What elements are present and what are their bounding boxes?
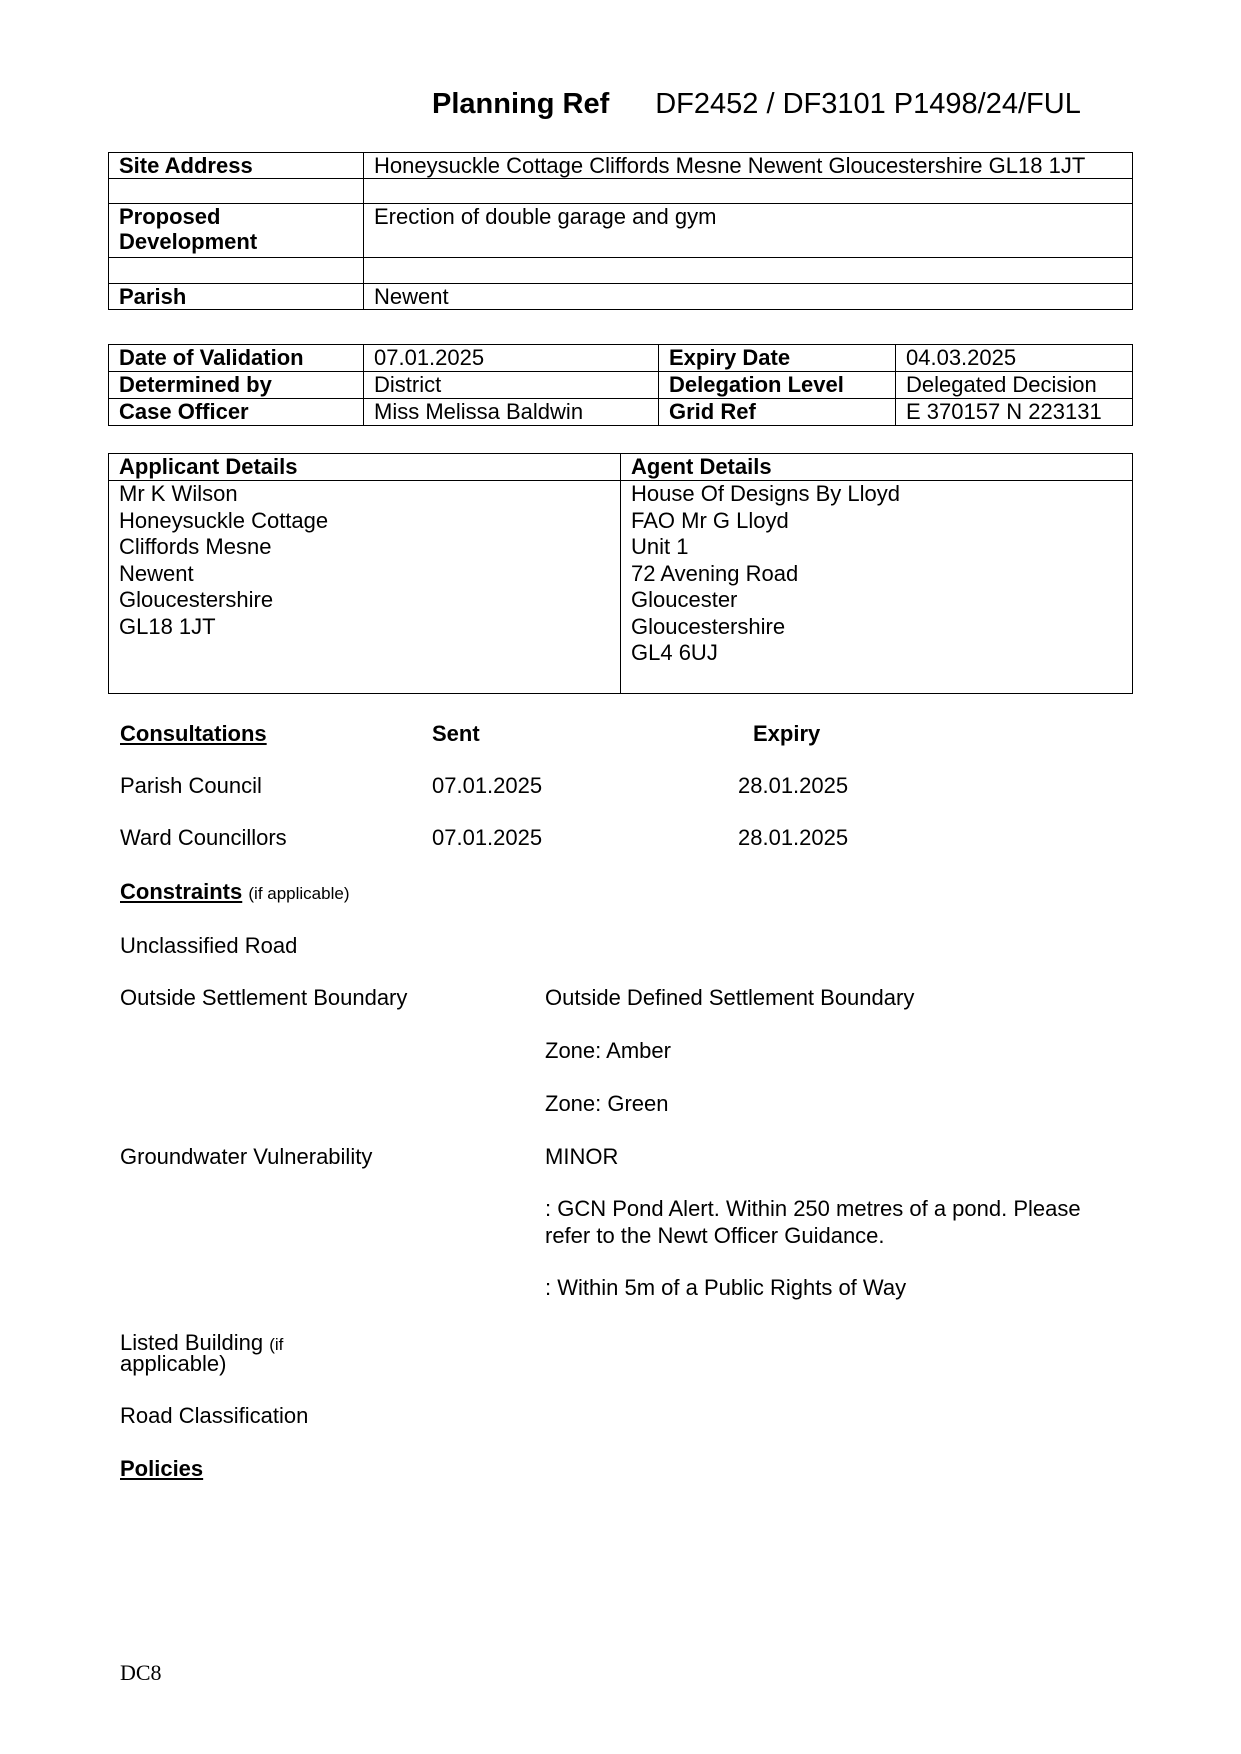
sent-heading: Sent [432,721,480,746]
outside-settlement-boundary: Outside Settlement Boundary [120,985,408,1010]
groundwater-minor: MINOR [545,1144,619,1169]
outside-defined-settlement-boundary: Outside Defined Settlement Boundary [545,985,915,1010]
spacer-cell [364,258,1133,284]
delegation-label: Delegation Level [659,372,896,399]
determined-value: District [364,372,659,399]
case-officer-label: Case Officer [109,399,364,426]
spacer-cell [364,179,1133,204]
consultee-sent: 07.01.2025 [432,773,543,798]
footer-code: DC8 [120,1660,162,1685]
listed-building-note-2: applicable) [120,1351,227,1376]
spacer-cell [109,179,364,204]
parish-value: Newent [364,284,1133,310]
expiry-value: 04.03.2025 [896,345,1133,372]
development-label-line: Development [119,229,258,254]
consultee-expiry: 28.01.2025 [738,773,849,798]
applicant-details-label: Applicant Details [109,454,621,481]
agent-line: Gloucester [631,587,738,612]
groundwater-vulnerability: Groundwater Vulnerability [120,1144,373,1169]
consultee-expiry: 28.01.2025 [738,825,849,850]
policies-heading: Policies [120,1456,204,1481]
applicant-line: Mr K Wilson [119,481,238,506]
delegation-value: Delegated Decision [896,372,1133,399]
agent-address [621,481,1133,694]
validation-label: Date of Validation [109,345,364,372]
gcn-pond-alert-line-2: refer to the Newt Officer Guidance. [545,1223,885,1248]
agent-line: GL4 6UJ [631,640,718,665]
site-address-label: Site Address [109,153,364,179]
zone-green: Zone: Green [545,1091,669,1116]
agent-line: Unit 1 [631,534,689,559]
listed-building-label: Listed Building [120,1330,264,1355]
agent-details-label: Agent Details [621,454,1133,481]
grid-ref-value: E 370157 N 223131 [896,399,1133,426]
constraints-heading: Constraints [120,879,243,904]
planning-ref-label: Planning Ref [432,88,610,120]
applicant-line: Newent [119,560,194,586]
expiry-heading: Expiry [753,721,821,746]
dates-table [108,344,1133,426]
agent-line: House Of Designs By Lloyd [631,481,901,506]
road-classification: Road Classification [120,1403,309,1428]
applicant-line: Cliffords Mesne [119,534,272,559]
agent-line: 72 Avening Road [631,560,799,586]
applicant-line: Gloucestershire [119,587,274,612]
applicant-address [109,481,621,694]
site-address-value: Honeysuckle Cottage Cliffords Mesne Newent Gloucestershire GL18 1JT [364,153,1133,179]
zone-amber: Zone: Amber [545,1038,671,1063]
agent-line: FAO Mr G Lloyd [631,507,789,533]
listed-building-note: (if [269,1335,284,1354]
expiry-label: Expiry Date [659,345,896,372]
case-officer-value: Miss Melissa Baldwin [364,399,659,426]
parish-label: Parish [109,284,364,310]
proposed-development-value: Erection of double garage and gym [364,204,1133,258]
gcn-pond-alert-line-1: : GCN Pond Alert. Within 250 metres of a pond. Please [545,1196,1081,1221]
determined-label: Determined by [109,372,364,399]
consultee-sent: 07.01.2025 [432,825,543,850]
constraints-heading-row [120,879,349,907]
applicant-line: GL18 1JT [119,613,216,639]
planning-ref-value: DF2452 / DF3101 P1498/24/FUL [655,88,1081,120]
planning-ref-header [432,88,1081,121]
applicant-agent-table [108,453,1133,694]
consultee-name: Parish Council [120,773,262,798]
applicant-line: Honeysuckle Cottage [119,507,329,533]
agent-line: Gloucestershire [631,613,786,639]
grid-ref-label: Grid Ref [659,399,896,426]
consultations-heading: Consultations [120,721,267,746]
spacer-cell [109,258,364,284]
public-rights-of-way: : Within 5m of a Public Rights of Way [545,1275,907,1300]
site-table [108,152,1133,310]
unclassified-road: Unclassified Road [120,933,298,958]
proposed-development-label [109,204,364,258]
consultee-name: Ward Councillors [120,825,287,850]
validation-value: 07.01.2025 [364,345,659,372]
constraints-note: (if applicable) [248,884,350,903]
proposed-label-line: Proposed [119,204,221,229]
